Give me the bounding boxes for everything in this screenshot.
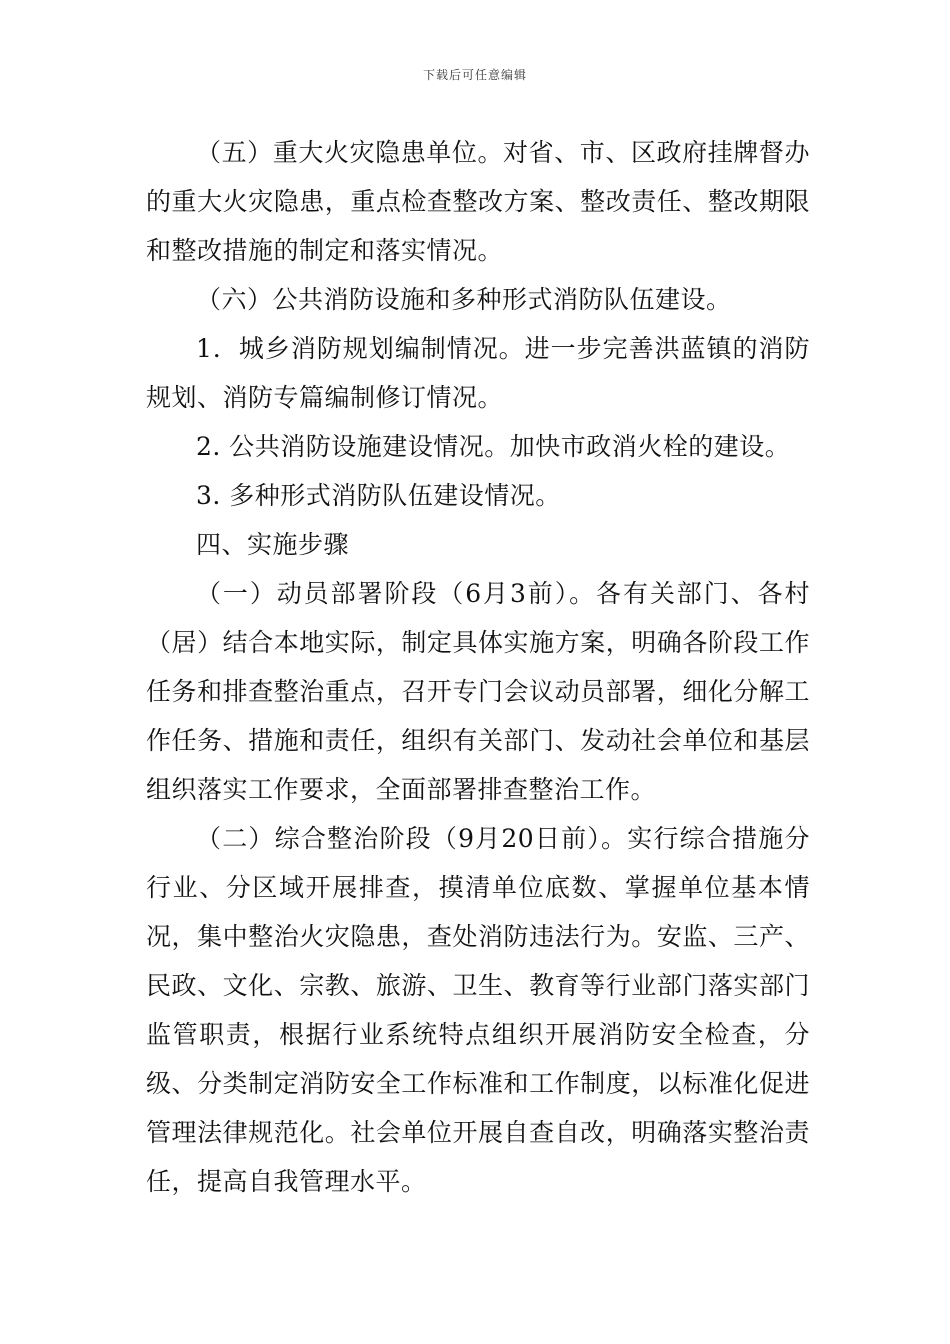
paragraph-item-2-facilities: 2. 公共消防设施建设情况。加快市政消火栓的建设。	[196, 432, 791, 461]
document-body	[146, 128, 810, 1206]
section-heading-implementation-steps: 四、实施步骤	[196, 530, 350, 559]
paragraph-comprehensive-rectification-stage: （二）综合整治阶段（9月20日前）。实行综合措施分行业、分区域开展排查，摸清单位底数、掌握单位基本情况，集中整治火灾隐患，查处消防违法行为。安监、三产、民政、文化、宗教、旅游、卫生、教育等行业部门落实部门监管职责，根据行业系统特点组织开展消防安全检查，分级、分类制定消防安全工作标准和工作制度，以标准化促进管理法律规范化。社会单位开展自查自改，明确落实整治责任，提高自我管理水平。	[146, 824, 810, 1196]
paragraph-item-1-planning: 1．城乡消防规划编制情况。进一步完善洪蓝镇的消防规划、消防专篇编制修订情况。	[146, 334, 810, 412]
paragraph-major-hazard-units: （五）重大火灾隐患单位。对省、市、区政府挂牌督办的重大火灾隐患，重点检查整改方案、整改责任、整改期限和整改措施的制定和落实情况。	[146, 138, 810, 265]
paragraph-public-facilities-heading: （六）公共消防设施和多种形式消防队伍建设。	[196, 285, 732, 314]
paragraph-mobilization-stage: （一）动员部署阶段（6月3前）。各有关部门、各村（居）结合本地实际，制定具体实施方案，明确各阶段工作任务和排查整治重点，召开专门会议动员部署，细化分解工作任务、措施和责任，组织有关部门、发动社会单位和基层组织落实工作要求，全面部署排查整治工作。	[146, 579, 810, 804]
page-header-note: 下载后可任意编辑	[422, 68, 527, 82]
paragraph-item-3-teams: 3. 多种形式消防队伍建设情况。	[196, 481, 561, 510]
